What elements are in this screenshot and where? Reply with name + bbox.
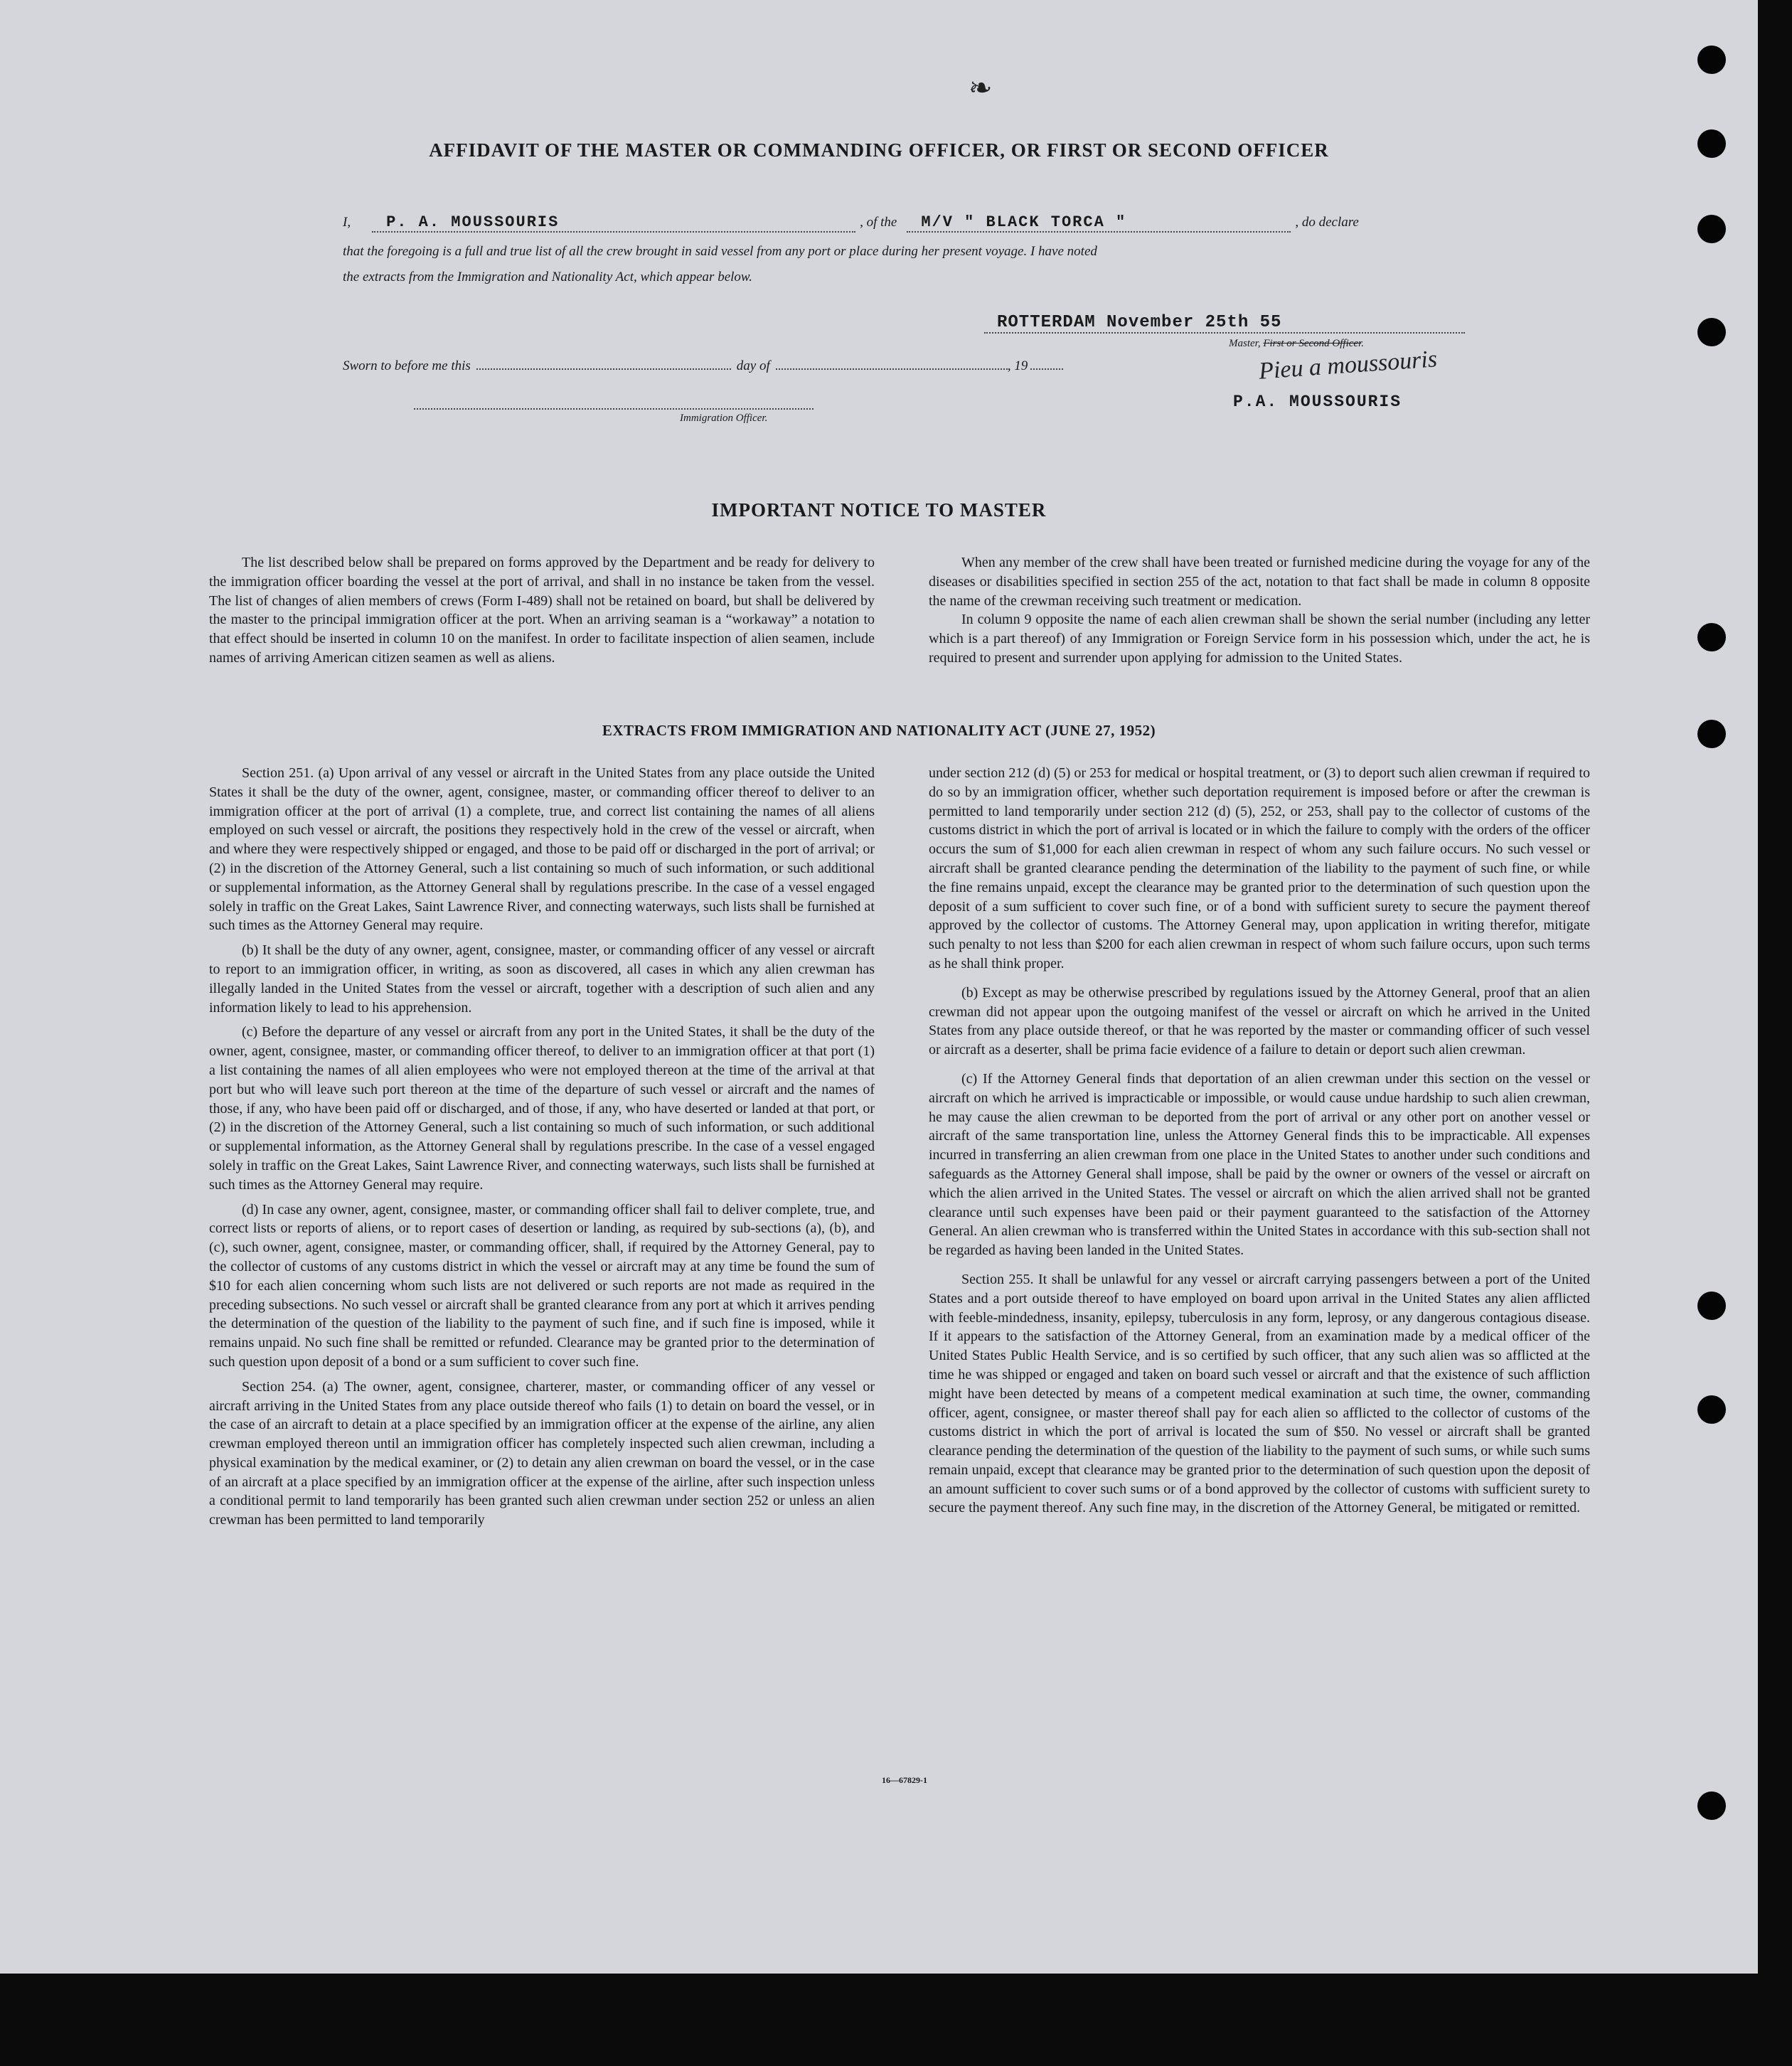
declarant-name-field: P. A. MOUSSOURIS (372, 213, 855, 233)
section-254c: (c) If the Attorney General finds that deportation of an alien crewman under this section on the vessel or aircraft on which he arrived is impracticable or impossible, or would cause undue hardship to such alien crewman, he may cause the alien crewman to be deported from the port of arrival or any other port on another vessel or aircraft of the same transportation line, unless the Attorney General finds this to be impracticable. All expenses incurred in transferring an alien crewman from one place in the United States to another under such conditions and safeguards as the Attorney General shall impose, shall be paid by the owner or owners of the vessel or aircraft on which the alien arrived in the United States. The vessel or aircraft on which the alien arrived shall not be granted clearance until such expenses have been paid or their payment guaranteed to the satisfaction of the Attorney General. An alien crewman who is transferred within the United States in accordance with this sub-section shall not be regarded as having been landed in the United States. (929, 1070, 1590, 1259)
punch-hole-1 (1697, 46, 1726, 74)
year-label: , 19 (1007, 358, 1028, 373)
sworn-row (343, 357, 1063, 374)
section-255: Section 255. It shall be unlawful for any vessel or aircraft carrying passengers between a port of the United States and a port outside thereof to have employed on board upon arrival in the United States any alien afflicted with feeble-mindedness, insanity, epilepsy, tuberculosis in any form, leprosy, or any dangerous contagious disease. If it appears to the satisfaction of the Attorney General, from an examination made by a medical officer of the United States Public Health Service, and is so certified by such officer, that any such alien was so afflicted at the time he was shipped or engaged and taken on board such vessel or aircraft and that the existence of such affliction might have been detected by means of a competent medical examination at such time, the owner, commanding officer, agent, consignee, or master thereof shall pay for each alien so afflicted to the collector of customs of the customs district in which the port of arrival is located the sum of $50. No vessel or aircraft shall be granted clearance pending the determination of the question of the liability to the payment of such sums, or while such sums remain unpaid, except that clearance may be granted prior to the determination of such question upon the deposit of an amount sufficient to cover such sums or of a bond approved by the collector of customs with sufficient surety to secure the payment thereof. Any such fine may, in the discretion of the Attorney General, be mitigated or remitted. (929, 1271, 1590, 1516)
extracts-left-column (209, 764, 875, 1530)
notice-left-paragraph: The list described below shall be prepared on forms approved by the Department and be ready for delivery to the immigration officer boarding the vessel at the port of arrival, and shall in no instance be taken from the vessel. The list of changes of alien members of crews (Form I-489) shall not be retained on board, but shall be delivered by the master to the principal immigration officer at the port. When an arriving seaman is a “workaway” a notation to that effect should be inserted in column 10 on the manifest. In order to facilitate inspection of alien seamen, include names of arriving American citizen seamen as well as aliens. (209, 555, 875, 666)
punch-hole-9 (1697, 1791, 1726, 1820)
extracts-title: EXTRACTS FROM IMMIGRATION AND NATIONALITY ACT (JUNE 27, 1952) (602, 722, 1156, 739)
section-251c: (c) Before the departure of any vessel or aircraft from any port in the United States, it shall be the duty of the owner, agent, consignee, master, or commanding officer thereof, to deliver to an immigration officer at that port (1) a list containing the names of all alien employees who were not employed thereon at the time of the arrival at that port but who will leave such port thereon at the time of the departure of such vessel or aircraft and the names of those, if any, who have been paid off or discharged, and of those, if any, who have deserted or landed at that port, or (2) in the discretion of the Attorney General, such a list containing so much of such information, or such additional or supplemental information, as the Attorney General shall by regulations prescribe. In the case of a vessel engaged solely in traffic on the Great Lakes, Saint Lawrence River, and connecting waterways, such lists shall be furnished at such times as the Attorney General may require. (209, 1024, 875, 1193)
master-caption (1229, 338, 1364, 350)
affidavit-title: AFFIDAVIT OF THE MASTER OR COMMANDING OFFICER, OR FIRST OR SECOND OFFICER (429, 139, 1329, 161)
notice-right-paragraph-2: In column 9 opposite the name of each alien crewman shall be shown the serial number (including any letter which is a part thereof) of any Immigration or Foreign Service form in his possession which, under the act, he is required to present and surrender upon applying for admission to the United States. (929, 612, 1590, 666)
sworn-day-field (476, 357, 731, 370)
notice-left-column (209, 553, 875, 668)
statement-line-2: the extracts from the Immigration and Nationality Act, which appear below. (343, 270, 752, 284)
section-251a: Section 251. (a) Upon arrival of any vessel or aircraft in the United States from any place outside the United States it shall be the duty of the owner, agent, consignee, master, or commanding officer thereof to deliver to an immigration officer at the port of arrival (1) a complete, true, and correct list containing the names of all aliens employed on such vessel or aircraft, the positions they respectively hold in the crew of the vessel or aircraft, when and where they were respectively shipped or engaged, and those to be paid off or discharged in the port of arrival; or (2) in the discretion of the Attorney General, such a list containing so much of such information, or such additional or supplemental information, as the Attorney General shall by regulations prescribe. In the case of a vessel engaged solely in traffic on the Great Lakes, Saint Lawrence River, and connecting waterways, such lists shall be furnished at such times as the Attorney General may require. (209, 765, 875, 934)
place-date-field: ROTTERDAM November 25th 55 (984, 313, 1465, 334)
master-caption-prefix: Master, (1229, 338, 1261, 349)
master-caption-suffix: . (1361, 338, 1364, 349)
vessel-name-field: M/V " BLACK TORCA " (907, 213, 1291, 233)
form-number: 16—67829-1 (882, 1775, 927, 1785)
declaration-block (343, 213, 1454, 290)
immigration-officer-caption: Immigration Officer. (680, 412, 768, 424)
declaration-row (343, 213, 1454, 239)
punch-hole-3 (1697, 215, 1726, 243)
section-251d: (d) In case any owner, agent, consignee, master, or commanding officer shall fail to deliver complete, true, and correct lists or reports of aliens, or to report cases of desertion or landing, as required by sub-sections (a), (b), and (c), such owner, agent, consignee, master, or commanding officer, shall, if required by the Attorney General, pay to the collector of customs of any customs district in which the vessel or aircraft may at any time be found the sum of $10 for each alien concerning whom such lists are not delivered or such reports are not made as required in the preceding subsections. No such vessel or aircraft shall be granted clearance from any port at which it arrives pending the determination of the question of the liability to the payment of such fine, and if such fine is imposed, while it remains unpaid. No such fine shall be remitted or refunded. Clearance may be granted prior to the determination of such question upon deposit of a bond or a sum sufficient to cover such fine. (209, 1201, 875, 1370)
section-254a-continued: under section 212 (d) (5) or 253 for medical or hospital treatment, or (3) to deport such alien crewman if required to do so by an immigration officer, whether such deportation requirement is imposed before or after the crewman is permitted to land temporarily under section 212 (d) (5), 252, or 253, shall pay to the collector of customs of the customs district in which the port of arrival is located or in which the failure to comply with the orders of the officer occurs the sum of $1,000 for each alien crewman in respect of whom any such failure occurs. No such vessel or aircraft shall be granted clearance pending the determination of the liability to the payment of such fine, or while the fine remains unpaid, except the clearance may be granted prior to the determination of such question upon the deposit of a sum sufficient to cover such fine, or of a bond with sufficient surety to secure the payment thereof approved by the collector of customs. The Attorney General may, upon application in writing therefor, mitigate such penalty to not less than $200 for each alien crewman in respect of whom such failure occurs, upon such terms as he shall think proper. (929, 765, 1590, 971)
statement-line-1: that the foregoing is a full and true list of all the crew brought in said vessel from any port or place during her present voyage. I have noted (343, 244, 1097, 259)
of-the-label: , of the (860, 215, 897, 230)
extracts-right-column (929, 764, 1590, 1518)
notice-title: IMPORTANT NOTICE TO MASTER (711, 499, 1047, 521)
punch-hole-7 (1697, 1292, 1726, 1320)
i-label: I, (343, 215, 351, 230)
sworn-year-field (1030, 357, 1063, 370)
punch-hole-5 (1697, 623, 1726, 651)
ink-mark: ❧ (969, 72, 993, 104)
typed-signature: P.A. MOUSSOURIS (1233, 393, 1402, 411)
section-254b: (b) Except as may be otherwise prescribed by regulations issued by the Attorney General, proof that an alien crewman did not appear upon the outgoing manifest of the vessel or aircraft on which he arrived in the United States from any place outside thereof, or that he was reported by the master or commanding officer of such vessel or aircraft as a deserter, shall be prima facie evidence of a failure to detain or deport such alien crewman. (929, 984, 1590, 1058)
punch-hole-4 (1697, 318, 1726, 346)
section-254a: Section 254. (a) The owner, agent, consignee, charterer, master, or commanding officer of any vessel or aircraft arriving in the United States from any place outside thereof who fails (1) to detain on board the vessel, or in the case of an aircraft to detain at a place specified by an immigration officer at the expense of the airline, any alien crewman employed thereon until an immigration officer has completely inspected such alien crewman, including a physical examination by the medical examiner, or (2) to detain any alien crewman on board the vessel, or in the case of an aircraft at a place specified by an immigration officer at the expense of the airline, after such inspection unless a conditional permit to land temporarily has been granted such alien crewman under section 252 or unless an alien crewman has been permitted to land temporarily (209, 1378, 875, 1528)
master-caption-struck: First or Second Officer (1263, 338, 1362, 349)
notice-right-column (929, 553, 1590, 668)
section-251b: (b) It shall be the duty of any owner, agent, consignee, master, or commanding officer of any vessel or aircraft to report to an immigration officer, in writing, as soon as discovered, all cases in which any alien crewman has illegally landed in the United States from the vessel or aircraft, together with a description of such alien and any information likely to lead to his apprehension. (209, 942, 875, 1016)
handwritten-signature: Pieu a moussouris (1257, 346, 1439, 385)
sworn-label: Sworn to before me this (343, 358, 471, 373)
punch-hole-8 (1697, 1395, 1726, 1424)
sworn-month-field (776, 357, 1008, 370)
day-of-label: day of (736, 358, 770, 373)
do-declare-label: , do declare (1295, 215, 1359, 230)
immigration-officer-line (414, 408, 814, 410)
notice-right-paragraph-1: When any member of the crew shall have been treated or furnished medicine during the voyage for any of the diseases or disabilities specified in section 255 of the act, notation to that fact shall be made in column 8 opposite the name of the crewman receiving such treatment or medication. (929, 555, 1590, 609)
